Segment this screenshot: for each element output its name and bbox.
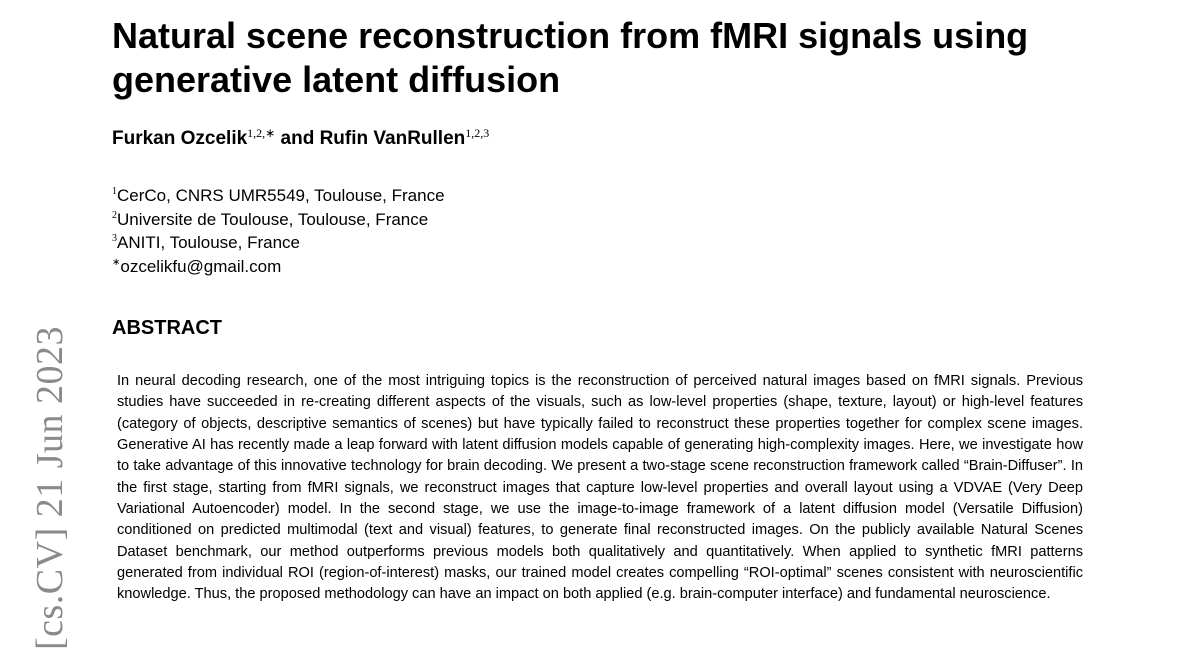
affiliation-mark: 3 (112, 233, 117, 244)
author-name: Furkan Ozcelik (112, 128, 248, 149)
affiliation-line (112, 255, 445, 279)
affiliation-list (112, 184, 445, 278)
affiliation-mark: 2 (112, 209, 117, 221)
affiliation-text: Universite de Toulouse, Toulouse, France (117, 209, 429, 229)
author-affiliation-marks: 1,2,3 (465, 126, 490, 140)
affiliation-text: ANITI, Toulouse, France (117, 233, 300, 252)
affiliation-mark: ∗ (112, 256, 121, 268)
abstract-heading: ABSTRACT (112, 317, 222, 339)
affiliation-mark: 1 (112, 186, 117, 197)
author-conjunction: and (280, 128, 315, 149)
author-list (112, 127, 489, 151)
abstract-text: In neural decoding research, one of the most intriguing topics is the reconstruction of perceived natural images based on fMRI signals. Previous studies have succeeded in re-creating different aspects of the visuals, such as low-level properties (shape, texture, layout) or high-level features (category of objects, descriptive semantics of scenes) but have typically failed to reconstruct these properties together for complex scene images. Generative AI has recently made a leap forward with latent diffusion models capable of generating high-complexity images. Here, we investigate how to take advantage of this innovative technology for brain decoding. We present a two-stage scene reconstruction framework called “Brain-Diffuser”. In the first stage, starting from fMRI signals, we reconstruct images that capture low-level properties and overall layout using a VDVAE (Very Deep Variational Autoencoder) model. In the second stage, we use the image-to-image framework of a latent diffusion model (Versatile Diffusion) conditioned on predicted multimodal (text and visual) features, to generate final reconstructed images. On the publicly available Natural Scenes Dataset benchmark, our method outperforms previous models both qualitatively and quantitatively. When applied to synthetic fMRI patterns generated from individual ROI (region-of-interest) masks, our trained model creates compelling “ROI-optimal” scenes consistent with neuroscientific knowledge. Thus, the proposed methodology can have an impact on both applied (e.g. brain-computer interface) and fundamental neuroscience. (117, 373, 1083, 603)
author-affiliation-marks: 1,2,∗ (247, 126, 276, 140)
contact-email: ozcelikfu@gmail.com (120, 256, 282, 276)
affiliation-line (112, 231, 445, 255)
arxiv-side-stamp: [cs.CV] 21 Jun 2023 (29, 325, 71, 650)
affiliation-line (112, 184, 445, 208)
affiliation-text: CerCo, CNRS UMR5549, Toulouse, France (117, 186, 445, 205)
affiliation-line (112, 208, 445, 232)
paper-title: Natural scene reconstruction from fMRI signals using generative latent diffusion (112, 15, 1029, 100)
author-name: Rufin VanRullen (319, 128, 466, 149)
